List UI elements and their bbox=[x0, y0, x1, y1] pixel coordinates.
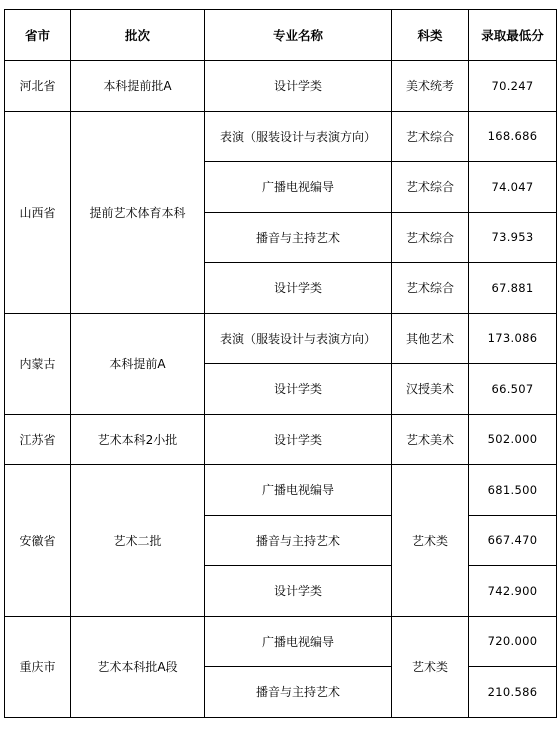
category-cell: 艺术综合 bbox=[392, 111, 469, 162]
category-cell: 美术统考 bbox=[392, 61, 469, 112]
score-cell: 173.086 bbox=[469, 313, 557, 364]
major-cell: 播音与主持艺术 bbox=[205, 515, 392, 566]
major-cell: 设计学类 bbox=[205, 61, 392, 112]
batch-cell: 艺术二批 bbox=[71, 465, 205, 617]
province-cell: 重庆市 bbox=[5, 616, 71, 717]
category-cell: 艺术类 bbox=[392, 465, 469, 617]
province-cell: 山西省 bbox=[5, 111, 71, 313]
major-cell: 设计学类 bbox=[205, 414, 392, 465]
table-row bbox=[5, 616, 557, 667]
table-row bbox=[5, 465, 557, 516]
category-cell: 艺术综合 bbox=[392, 162, 469, 213]
category-cell: 艺术美术 bbox=[392, 414, 469, 465]
province-cell: 江苏省 bbox=[5, 414, 71, 465]
category-cell: 艺术综合 bbox=[392, 263, 469, 314]
table-row bbox=[5, 111, 557, 162]
header-province: 省市 bbox=[5, 10, 71, 61]
score-cell: 67.881 bbox=[469, 263, 557, 314]
major-cell: 设计学类 bbox=[205, 364, 392, 415]
batch-cell: 本科提前A bbox=[71, 313, 205, 414]
major-cell: 表演（服装设计与表演方向） bbox=[205, 111, 392, 162]
table-row bbox=[5, 61, 557, 112]
major-cell: 设计学类 bbox=[205, 566, 392, 617]
batch-cell: 艺术本科2小批 bbox=[71, 414, 205, 465]
major-cell: 播音与主持艺术 bbox=[205, 667, 392, 718]
header-category: 科类 bbox=[392, 10, 469, 61]
score-cell: 210.586 bbox=[469, 667, 557, 718]
score-cell: 502.000 bbox=[469, 414, 557, 465]
table-row bbox=[5, 414, 557, 465]
major-cell: 表演（服装设计与表演方向） bbox=[205, 313, 392, 364]
header-major: 专业名称 bbox=[205, 10, 392, 61]
header-min-score: 录取最低分 bbox=[469, 10, 557, 61]
score-cell: 73.953 bbox=[469, 212, 557, 263]
score-cell: 168.686 bbox=[469, 111, 557, 162]
score-cell: 70.247 bbox=[469, 61, 557, 112]
category-cell: 汉授美术 bbox=[392, 364, 469, 415]
major-cell: 广播电视编导 bbox=[205, 616, 392, 667]
major-cell: 播音与主持艺术 bbox=[205, 212, 392, 263]
batch-cell: 本科提前批A bbox=[71, 61, 205, 112]
category-cell: 艺术综合 bbox=[392, 212, 469, 263]
admission-score-table bbox=[4, 9, 557, 718]
province-cell: 内蒙古 bbox=[5, 313, 71, 414]
score-cell: 74.047 bbox=[469, 162, 557, 213]
batch-cell: 艺术本科批A段 bbox=[71, 616, 205, 717]
major-cell: 广播电视编导 bbox=[205, 162, 392, 213]
category-cell: 其他艺术 bbox=[392, 313, 469, 364]
header-row bbox=[5, 10, 557, 61]
header-batch: 批次 bbox=[71, 10, 205, 61]
major-cell: 设计学类 bbox=[205, 263, 392, 314]
score-cell: 681.500 bbox=[469, 465, 557, 516]
batch-cell: 提前艺术体育本科 bbox=[71, 111, 205, 313]
score-cell: 66.507 bbox=[469, 364, 557, 415]
table-row bbox=[5, 313, 557, 364]
score-cell: 667.470 bbox=[469, 515, 557, 566]
major-cell: 广播电视编导 bbox=[205, 465, 392, 516]
score-cell: 720.000 bbox=[469, 616, 557, 667]
province-cell: 河北省 bbox=[5, 61, 71, 112]
category-cell: 艺术类 bbox=[392, 616, 469, 717]
score-cell: 742.900 bbox=[469, 566, 557, 617]
province-cell: 安徽省 bbox=[5, 465, 71, 617]
